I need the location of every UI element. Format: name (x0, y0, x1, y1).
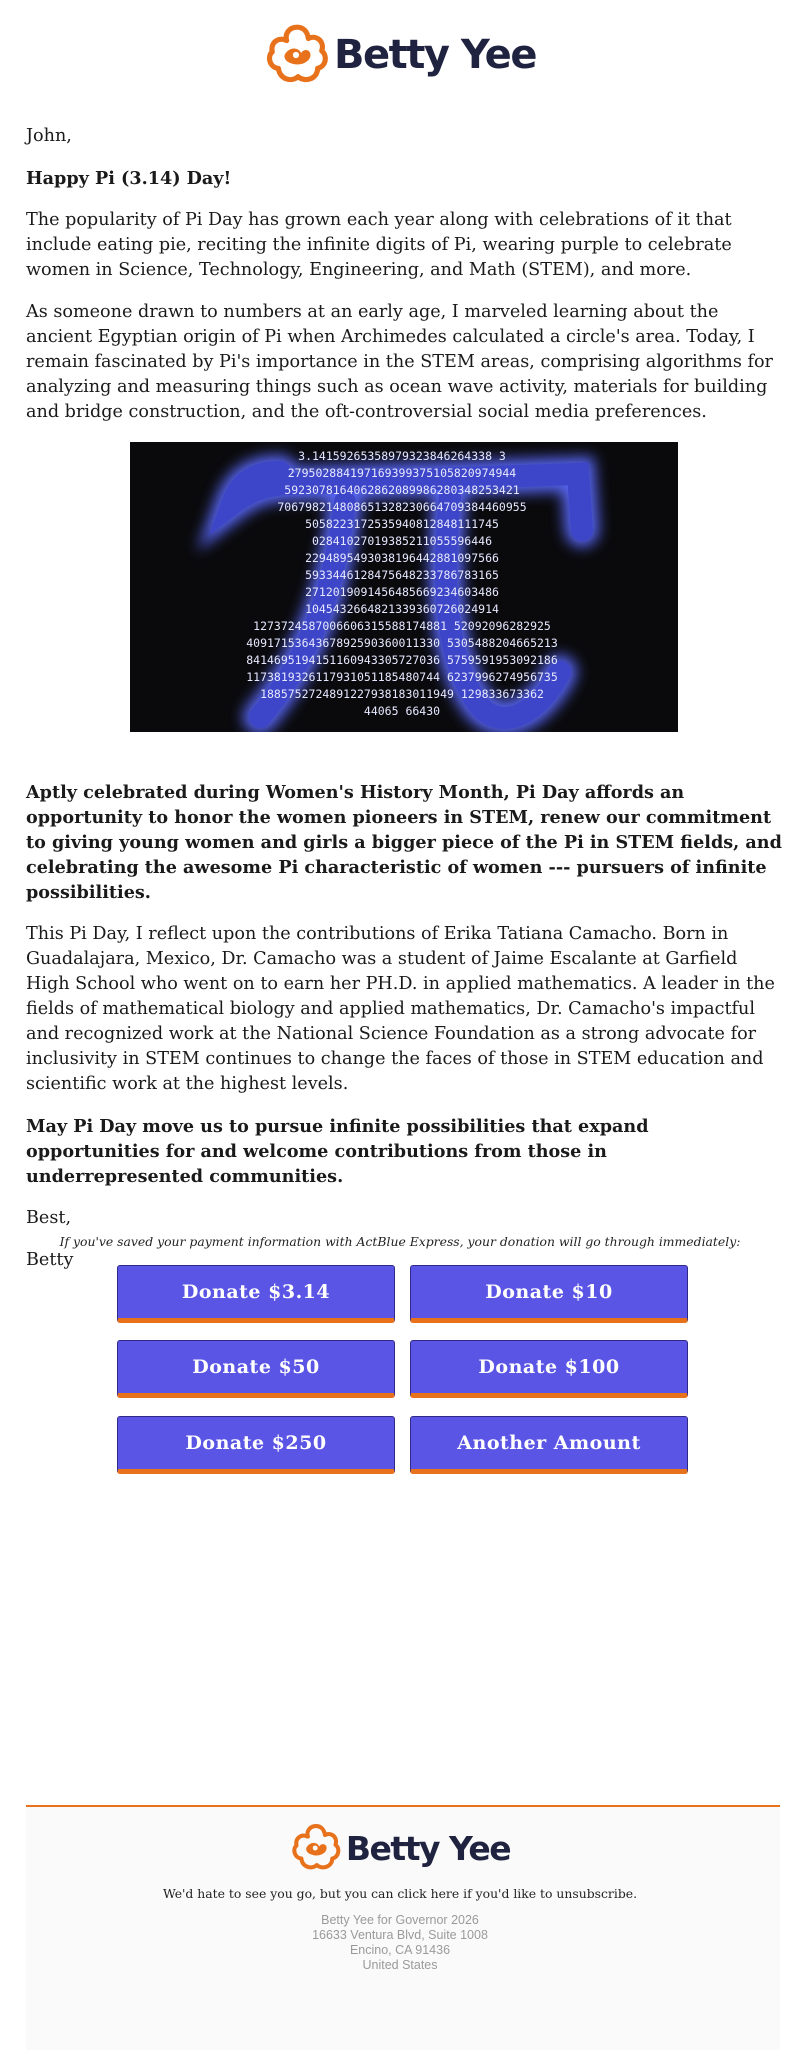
pi-digit-row: 44065 66430 (363, 704, 441, 718)
pi-digit-row: 1045432664821339360726024914 (305, 602, 499, 616)
footer-logo[interactable] (0, 1820, 800, 1876)
pi-digit-row: 1273724587006606315588174881 52092096282925 (253, 619, 551, 633)
pi-digit-row: 3.14159265358979323846264338 3 (298, 449, 506, 463)
pi-digits-image (130, 442, 678, 732)
pi-digit-row: 279502884197169399375105820974944 (287, 466, 517, 480)
unsubscribe-link[interactable]: We'd hate to see you go, but you can click here if you'd like to unsubscribe. (162, 1886, 638, 1901)
paragraph-1: The popularity of Pi Day has grown each year along with celebrations of it that include eating pie, reciting the infinite digits of Pi, wearing purple to celebrate women in Science, Technology, Engineering, and Math (STEM), and more. (26, 210, 732, 280)
address-line: Encino, CA 91436 (349, 1943, 451, 1957)
pi-digit-row: 8414695194151160943305727036 5759591953092186 (246, 653, 558, 667)
donate-note: If you've saved your payment information with ActBlue Express, your donation will go through immediately: (59, 1234, 741, 1249)
closing: Best, (26, 1208, 72, 1228)
donate-10-button[interactable]: Donate $10 (410, 1265, 688, 1323)
paragraph-4: This Pi Day, I reflect upon the contributions of Erika Tatiana Camacho. Born in Guadalajara, Mexico, Dr. Camacho was a student of Jaime Escalante at Garfield High School who went on to earn her PH.D. in applied mathematics. A leader in the fields of mathematical biology and applied mathematics, Dr. Camacho's impactful and recognized work at the National Science Foundation as a strong advocate for inclusivity in STEM continues to change the faces of those in STEM education and scientific work at the highest levels. (26, 924, 775, 1094)
pi-digit-row: 4091715364367892590360011330 5305488204665213 (246, 636, 558, 650)
pi-digit-row: 5933446128475648233786783165 (305, 568, 499, 582)
flower-logo-icon (264, 22, 330, 88)
pi-digit-row: 5058223172535940812848111745 (305, 517, 499, 531)
donate-50-button[interactable]: Donate $50 (117, 1340, 395, 1398)
signature: Betty (26, 1250, 74, 1270)
mailing-address (0, 1913, 800, 1973)
pi-digit-row: 2712019091456485669234603486 (305, 585, 499, 599)
donate-250-button[interactable]: Donate $250 (117, 1416, 395, 1474)
donate-100-button[interactable]: Donate $100 (410, 1340, 688, 1398)
another-amount-button[interactable]: Another Amount (410, 1416, 688, 1474)
pi-digit-row: 2294895493038196442881097566 (305, 551, 499, 565)
paragraph-5: May Pi Day move us to pursue infinite possibilities that expand opportunities for and welcome contributions from those in underrepresented communities. (26, 1116, 649, 1187)
address-line: Betty Yee for Governor 2026 (321, 1913, 479, 1927)
paragraph-3: Aptly celebrated during Women's History Month, Pi Day affords an opportunity to honor the women pioneers in STEM, renew our commitment to giving young women and girls a bigger piece of the Pi in STEM fields, and celebrating the awesome Pi characteristic of women --- pursuers of infinite possibilities. (26, 782, 782, 903)
address-line: United States (362, 1958, 438, 1972)
letter-body (26, 124, 782, 1290)
pi-digit-row: 02841027019385211055596446 (311, 534, 493, 548)
headline: Happy Pi (3.14) Day! (26, 168, 232, 189)
brand-name: Betty Yee (334, 32, 536, 78)
header-logo[interactable] (0, 22, 800, 88)
footer-brand-name: Betty Yee (345, 1828, 511, 1868)
paragraph-2: As someone drawn to numbers at an early age, I marveled learning about the ancient Egyptian origin of Pi when Archimedes calculated a circle's area. Today, I remain fascinated by Pi's importance in the STEM areas, comprising algorithms for analyzing and measuring things such as ocean wave activity, materials for building and bridge construction, and the oft-controversial social media preferences. (26, 302, 773, 422)
flower-logo-icon (290, 1822, 342, 1874)
pi-digit-row: 706798214808651328230664709384460955 (277, 500, 527, 514)
address-line: 16633 Ventura Blvd, Suite 1008 (312, 1928, 488, 1942)
pi-digit-row: 1173819326117931051185480744 6237996274956735 (246, 670, 558, 684)
donate-3-14-button[interactable]: Donate $3.14 (117, 1265, 395, 1323)
greeting: John, (26, 126, 72, 146)
pi-digit-row: 5923078164062862089986280348253421 (284, 483, 520, 497)
pi-digit-row: 1885752724891227938183011949 129833673362 (260, 687, 544, 701)
